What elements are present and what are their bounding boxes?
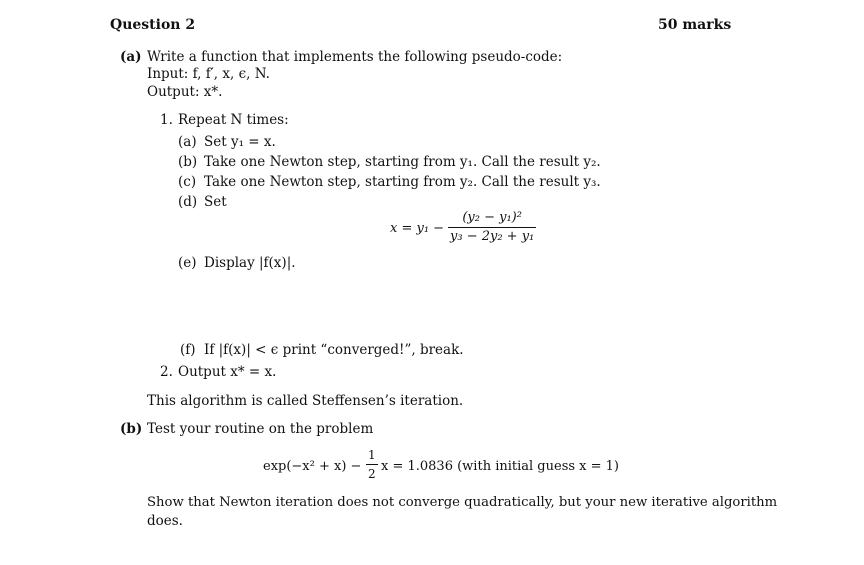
step-1-number: 1. <box>160 112 173 128</box>
equation-rhs: x = 1.0836 (with initial guess x = 1) <box>381 459 619 474</box>
equation-fraction <box>366 447 378 482</box>
substep-e-text: Display |f(x)|. <box>204 255 296 271</box>
marks-label: 50 marks <box>658 17 732 33</box>
output-line: Output: x*. <box>147 84 223 100</box>
substep-f-text: If |f(x)| < ϵ print “converged!”, break. <box>204 342 464 358</box>
formula-fraction <box>448 210 536 245</box>
part-a-label: (a) <box>120 49 142 65</box>
part-b-closing-line1: Show that Newton iteration does not converge quadratically, but your new iterative algorithm <box>147 495 778 510</box>
equation-lhs: exp(−x² + x) − <box>263 459 362 474</box>
substep-b-text: Take one Newton step, starting from y₁. Call the result y₂. <box>204 154 601 170</box>
step-2-text: Output x* = x. <box>178 364 277 380</box>
formula-lhs: x = y₁ − <box>390 221 445 236</box>
question-title: Question 2 <box>110 17 196 33</box>
part-b-closing-line2: does. <box>147 513 183 529</box>
substep-f-label: (f) <box>180 342 196 358</box>
formula-denominator: y₃ − 2y₂ + y₁ <box>450 229 535 244</box>
part-b-intro: Test your routine on the problem <box>147 421 374 437</box>
substep-d-text: Set <box>204 194 227 210</box>
substep-c-text: Take one Newton step, starting from y₂. Call the result y₃. <box>204 174 601 190</box>
step-2-number: 2. <box>160 364 173 380</box>
substep-a-label: (a) <box>178 134 197 150</box>
formula-numerator: (y₂ − y₁)² <box>448 210 536 228</box>
substep-c-label: (c) <box>178 174 197 190</box>
part-a-intro: Write a function that implements the following pseudo-code: <box>147 49 563 65</box>
step-1-text: Repeat N times: <box>178 112 289 128</box>
equation-frac-numerator: 1 <box>366 447 378 465</box>
input-line: Input: f, f′, x, ϵ, N. <box>147 66 270 82</box>
substep-b-label: (b) <box>178 154 198 170</box>
equation-frac-denominator: 2 <box>368 467 376 481</box>
substep-e-label: (e) <box>178 255 197 271</box>
part-b-label: (b) <box>120 421 143 437</box>
part-a-closing: This algorithm is called Steffensen’s iteration. <box>147 393 464 409</box>
substep-a-text: Set y₁ = x. <box>204 134 276 150</box>
substep-d-label: (d) <box>178 194 198 210</box>
